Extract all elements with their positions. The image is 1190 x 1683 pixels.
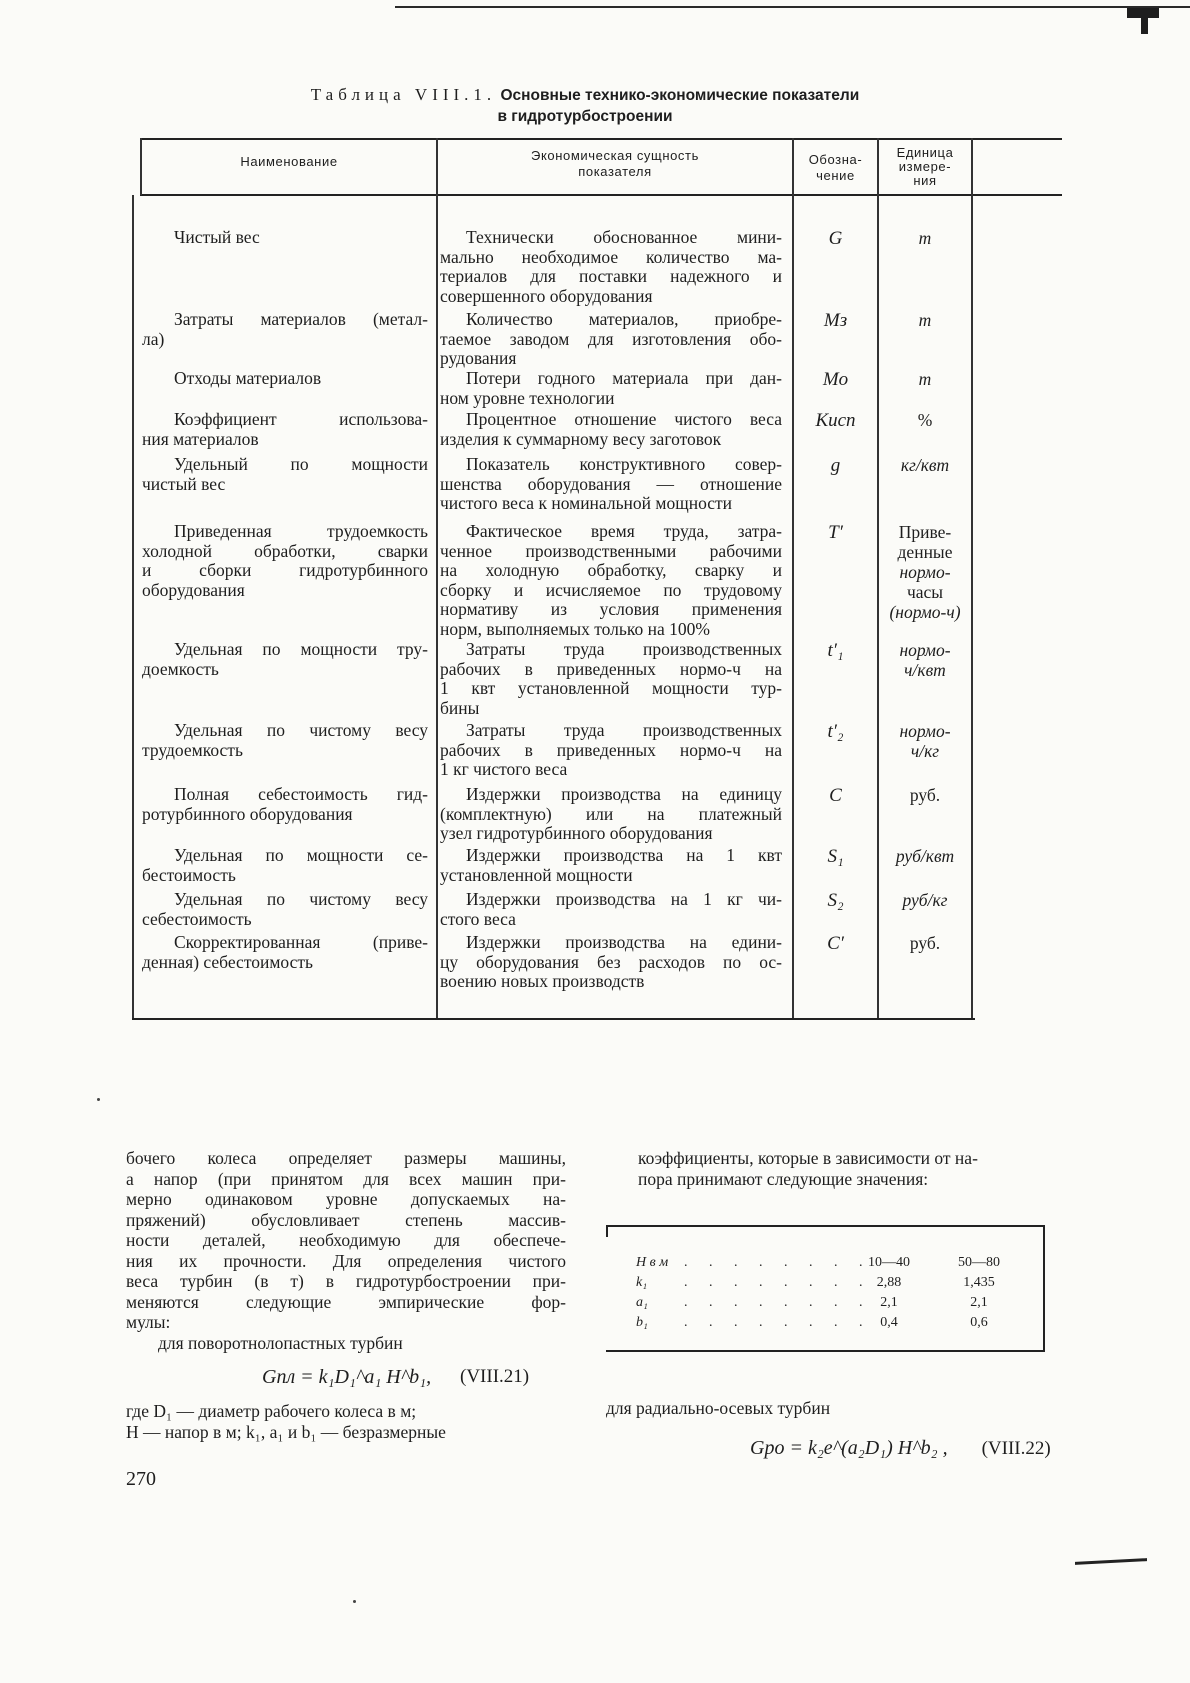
row-name: Полная себестоимость гид- ротурбинного оборудования (142, 784, 428, 824)
row-unit: т (918, 369, 932, 389)
header-name: Наименование (240, 154, 338, 169)
row-unit: т (918, 310, 932, 330)
row-description: Затраты труда производственных рабочих в приведенных нормо-ч на 1 квт установленной мощности тур- бины (440, 639, 782, 718)
row-symbol: G (828, 228, 843, 249)
text-line: мулы: (126, 1312, 171, 1332)
coef-value-2: 50—80 (958, 1255, 1000, 1270)
page-number: 270 (126, 1468, 156, 1490)
coef-row (636, 1315, 1036, 1335)
row-description: Издержки производства на единицу (комплектную) или на платежный узел гидротурбинного оборудования (440, 784, 782, 843)
equation-number: (VIII.21) (460, 1366, 530, 1387)
coef-value-1: 10—40 (868, 1255, 910, 1270)
row-description: Издержки производства на едини- цу оборудования без расходов по ос- воению новых производств (440, 932, 782, 991)
row-unit: т (918, 228, 932, 248)
left-after-line1: где D₁ — диаметр рабочего колеса в м; (126, 1401, 417, 1421)
caption-label: Таблица VIII.1. (310, 85, 497, 104)
right-line2: пора принимают следующие значения: (638, 1168, 929, 1189)
table-caption (150, 84, 1020, 127)
row-unit: руб. (909, 933, 941, 953)
row-symbol: S₂ (827, 890, 844, 911)
coef-label: k₁ (636, 1275, 648, 1290)
row-name: Удельный по мощности чистый вес (142, 454, 428, 494)
text-line: ния их прочности. Для определения чистого (126, 1250, 566, 1271)
row-symbol: t′₁ (827, 640, 844, 661)
coef-value-2: 0,6 (970, 1315, 988, 1330)
row-name: Скорректированная (приве- денная) себестоимость (142, 932, 428, 972)
bottom-scan-mark (1075, 1558, 1147, 1565)
coef-label: H в м (636, 1255, 669, 1270)
leader-dots: . . . . . . . . (684, 1275, 872, 1290)
row-name: Отходы материалов (174, 368, 322, 388)
row-symbol: C′ (827, 933, 844, 954)
coef-value-1: 2,88 (876, 1275, 902, 1290)
coef-value-2: 1,435 (963, 1275, 995, 1290)
row-description: Затраты труда производственных рабочих в приведенных нормо-ч на 1 кг чистого веса (440, 720, 782, 779)
row-name: Затраты материалов (метал- ла) (142, 309, 428, 349)
text-line: пряжений) обусловливает степень массив- (126, 1209, 566, 1230)
row-symbol: t′₂ (827, 721, 844, 742)
row-unit: Приве- денные нормо- часы (нормо-ч) (889, 522, 961, 622)
row-symbol: Mз (823, 310, 848, 331)
coef-value-1: 0,4 (880, 1315, 898, 1330)
row-name: Удельная по чистому весу себестоимость (142, 889, 428, 929)
header-unit: Единица измере- ния (896, 145, 954, 188)
text-line: веса турбин (в т) в гидротурбостроении при- (126, 1271, 566, 1291)
row-name: Удельная по мощности тру- доемкость (142, 639, 428, 679)
left-after-line2: H — напор в м; k₁, a₁ и b₁ — безразмерные (126, 1421, 446, 1442)
row-name: Удельная по чистому весу трудоемкость (142, 720, 428, 760)
header-essence: Экономическая сущность показателя (531, 148, 699, 179)
row-description: Количество материалов, приобре- таемое заводом для изготовления обо- рудования (440, 309, 782, 368)
row-description: Издержки производства на 1 кг чи- стого веса (440, 889, 782, 929)
left-paragraph (126, 1148, 566, 1333)
formula-viii-22 (750, 1437, 1051, 1460)
caption-title-line1: Основные технико-экономические показатели (500, 87, 860, 104)
row-symbol: S₁ (827, 846, 844, 867)
row-symbol: C (829, 785, 842, 806)
right-column (606, 1148, 1046, 1189)
text-line: бочего колеса определяет размеры машины, (126, 1148, 566, 1168)
coefficient-table (606, 1225, 1044, 1352)
formula: Gро = k₂e^(a₂D₁) H^b₂ , (750, 1437, 948, 1459)
row-symbol: T′ (828, 522, 843, 543)
formula: Gпл = k₁D₁^a₁ H^b₁, (262, 1366, 432, 1388)
row-unit: нормо- ч/квт (899, 640, 951, 680)
coef-row (636, 1295, 1036, 1315)
caption-title-line2: в гидротурбостроении (497, 108, 673, 125)
row-description: Фактическое время труда, затра- ченное производственными рабочими на холодную обработку, сварку и сборку и исчисляемое по трудовому нормативу из условия применения норм, выполняемых только на 100% (440, 521, 782, 639)
text-line: а напор (при принятом для всех машин при- (126, 1168, 566, 1189)
text-line: мерно одинаковом уровне допускаемых на- (126, 1189, 566, 1209)
coef-label: a₁ (636, 1295, 648, 1310)
right-line1: коэффициенты, которые в зависимости от на- (638, 1148, 978, 1168)
row-unit: % (917, 410, 933, 430)
row-name: Коэффициент использова- ния материалов (142, 409, 428, 449)
leader-dots: . . . . . . . . (684, 1295, 872, 1310)
row-unit: нормо- ч/кг (899, 721, 951, 761)
corner-mark-stem (1141, 12, 1148, 34)
coef-value-1: 2,1 (880, 1295, 898, 1310)
coef-row (636, 1255, 1036, 1275)
scan-dot (353, 1600, 356, 1603)
text-line: меняются следующие эмпирические фор- (126, 1291, 566, 1312)
right-intro: для радиально-осевых турбин (606, 1398, 831, 1418)
row-unit: руб/кг (902, 890, 948, 910)
coef-row (636, 1275, 1036, 1295)
row-symbol: Kисп (815, 410, 856, 431)
top-rule (395, 6, 1190, 8)
leader-dots: . . . . . . . . (684, 1315, 872, 1330)
text-line: ности деталей, необходимую для обеспече- (126, 1230, 566, 1250)
left-intro: для поворотнолопастных турбин (158, 1332, 403, 1353)
row-name: Чистый вес (174, 227, 260, 247)
row-name: Удельная по мощности се- бестоимость (142, 845, 428, 885)
row-description: Показатель конструктивного совер- шенства оборудования — отношение чистого веса к номинальной мощности (440, 454, 782, 513)
row-unit: руб/квт (895, 846, 955, 866)
row-description: Издержки производства на 1 квт установленной мощности (440, 845, 782, 885)
coef-label: b₁ (636, 1315, 648, 1330)
leader-dots: . . . . . . . . (684, 1255, 872, 1270)
row-description: Процентное отношение чистого веса изделия к суммарному весу заготовок (440, 409, 782, 449)
row-unit: руб. (909, 785, 941, 805)
row-description: Технически обоснованное мини- мально необходимое количество ма- териалов для поставки надежного и совершенного оборудования (440, 227, 782, 306)
left-column (126, 1148, 566, 1442)
equation-number: (VIII.22) (981, 1438, 1051, 1459)
scan-dot (97, 1098, 100, 1101)
row-symbol: g (830, 455, 841, 476)
header-symbol: Обозна- чение (808, 152, 863, 183)
formula-viii-21 (126, 1353, 566, 1401)
indicators-table (132, 138, 1062, 1100)
row-symbol: Mо (822, 369, 849, 390)
row-description: Потери годного материала при дан- ном уровне технологии (440, 368, 782, 408)
coef-value-2: 2,1 (970, 1295, 988, 1310)
row-name: Приведенная трудоемкость холодной обработки, сварки и сборки гидротурбинного оборудования (142, 521, 428, 600)
row-unit: кг/квт (900, 455, 950, 475)
